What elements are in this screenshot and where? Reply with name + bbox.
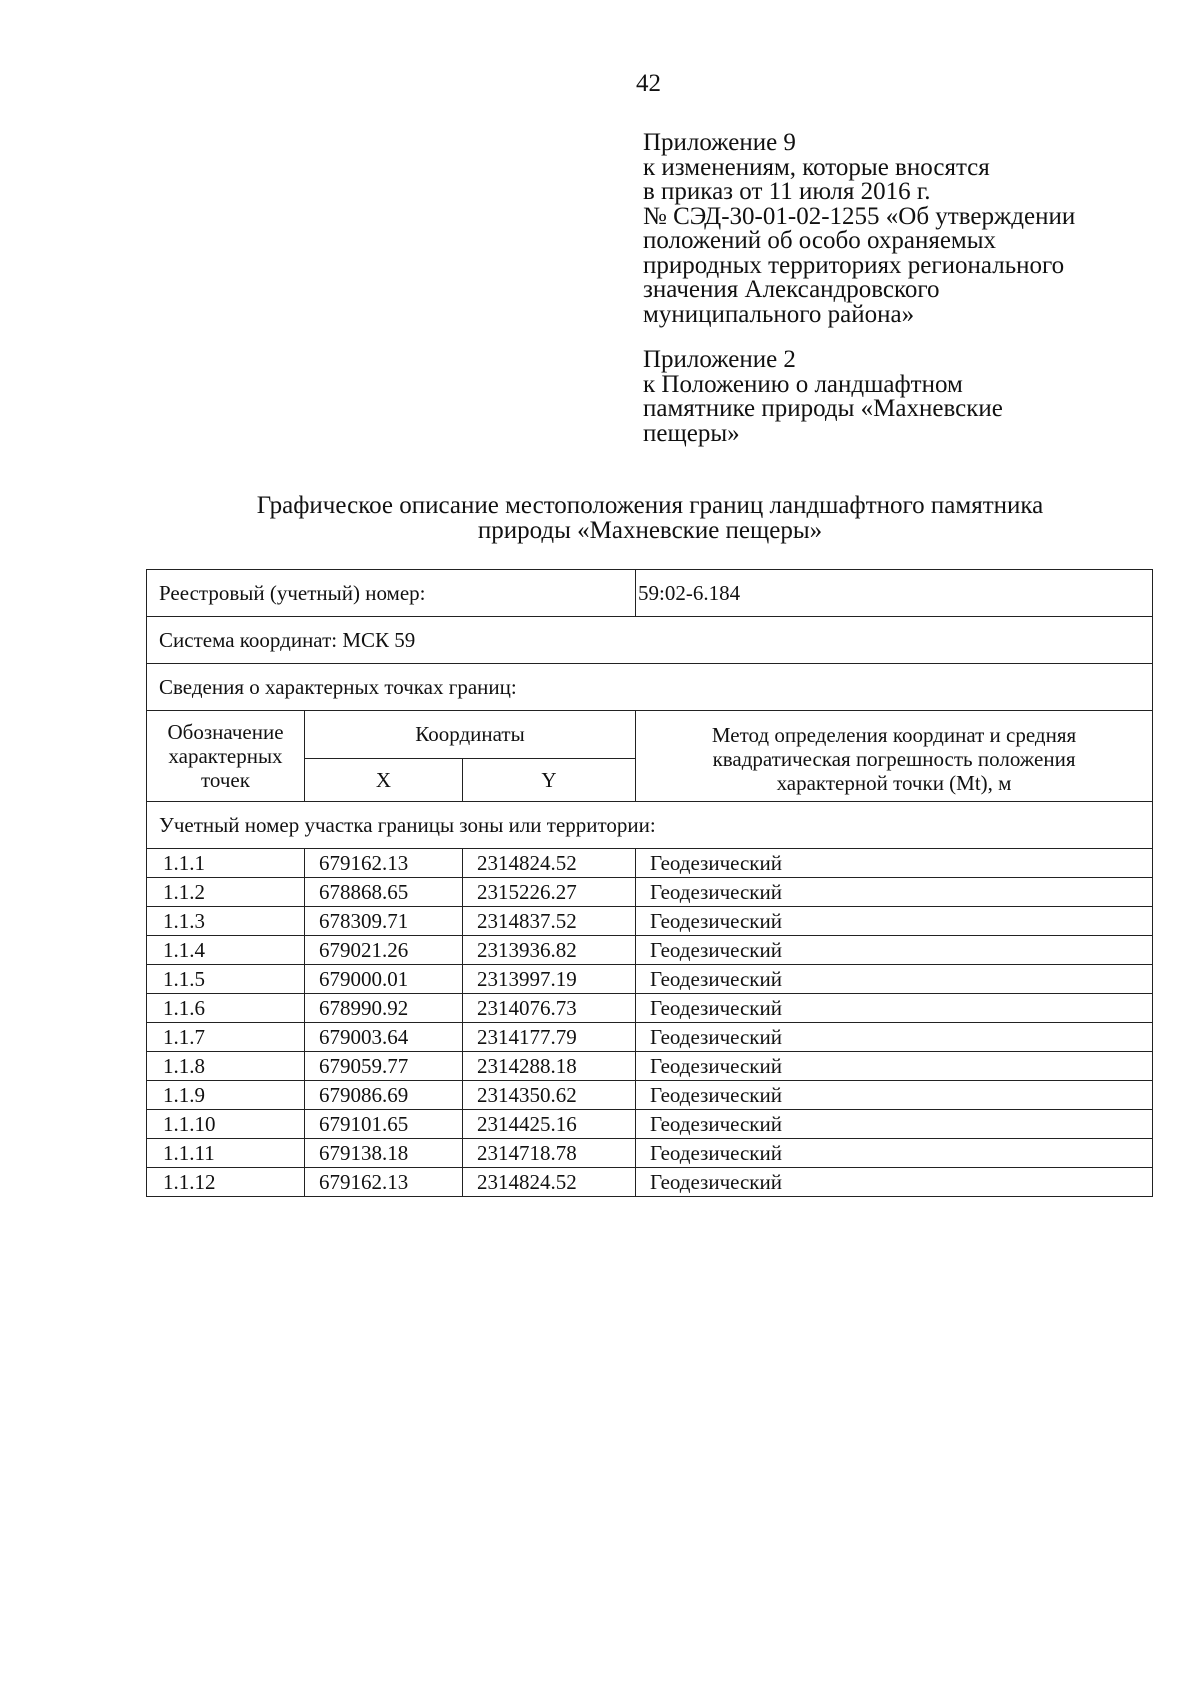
annex-2-line: пещеры» <box>643 419 740 447</box>
point-cell: 1.1.10 <box>147 1110 305 1139</box>
registry-label: Реестровый (учетный) номер: <box>147 570 636 617</box>
y-cell: 2313997.19 <box>463 965 636 994</box>
header-y: Y <box>463 759 636 802</box>
method-cell: Геодезический <box>636 1052 1153 1081</box>
header-method-line: квадратическая погрешность положения <box>712 747 1076 771</box>
point-cell: 1.1.7 <box>147 1023 305 1052</box>
coord-system: Система координат: МСК 59 <box>147 617 1153 664</box>
method-cell: Геодезический <box>636 907 1153 936</box>
y-cell: 2315226.27 <box>463 878 636 907</box>
table-row <box>147 1081 1153 1110</box>
y-cell: 2314425.16 <box>463 1110 636 1139</box>
point-cell: 1.1.5 <box>147 965 305 994</box>
method-cell: Геодезический <box>636 936 1153 965</box>
x-cell: 679000.01 <box>305 965 463 994</box>
section-label: Учетный номер участка границы зоны или территории: <box>147 802 1153 849</box>
coord-system-row <box>147 617 1153 664</box>
x-cell: 679021.26 <box>305 936 463 965</box>
method-cell: Геодезический <box>636 1081 1153 1110</box>
y-cell: 2314350.62 <box>463 1081 636 1110</box>
y-cell: 2314837.52 <box>463 907 636 936</box>
method-cell: Геодезический <box>636 994 1153 1023</box>
table-row <box>147 1139 1153 1168</box>
y-cell: 2314824.52 <box>463 849 636 878</box>
annex-9-line: к изменениям, которые вносятся <box>643 153 990 181</box>
points-info: Сведения о характерных точках границ: <box>147 664 1153 711</box>
y-cell: 2314076.73 <box>463 994 636 1023</box>
annex-9-line: значения Александровского <box>643 276 940 303</box>
title-line: Графическое описание местоположения границ ландшафтного памятника <box>256 492 1044 519</box>
header-row-1 <box>147 711 1153 759</box>
annex-9-line: Приложение 9 <box>643 129 796 156</box>
annex-9-heading <box>643 131 1188 327</box>
x-cell: 679086.69 <box>305 1081 463 1110</box>
table-row <box>147 878 1153 907</box>
table-row <box>147 849 1153 878</box>
point-cell: 1.1.4 <box>147 936 305 965</box>
table-row <box>147 936 1153 965</box>
x-cell: 679101.65 <box>305 1110 463 1139</box>
annex-9-line: положений об особо охраняемых <box>643 227 997 254</box>
table-row <box>147 965 1153 994</box>
header-method-line: Метод определения координат и средняя <box>711 723 1077 747</box>
header-method-line: характерной точки (Mt), м <box>776 771 1012 795</box>
y-cell: 2313936.82 <box>463 936 636 965</box>
method-cell: Геодезический <box>636 878 1153 907</box>
annex-2-line: памятнике природы «Махневские <box>643 395 1003 422</box>
table-row <box>147 1110 1153 1139</box>
annex-2-heading <box>643 348 1188 446</box>
table-row <box>147 907 1153 936</box>
header-point-line: точек <box>201 768 250 792</box>
page-number: 42 <box>636 70 661 97</box>
point-cell: 1.1.2 <box>147 878 305 907</box>
y-cell: 2314718.78 <box>463 1139 636 1168</box>
point-cell: 1.1.11 <box>147 1139 305 1168</box>
y-cell: 2314824.52 <box>463 1168 636 1197</box>
table-row <box>147 1052 1153 1081</box>
header-point-line: Обозначение <box>167 720 284 744</box>
method-cell: Геодезический <box>636 1023 1153 1052</box>
method-cell: Геодезический <box>636 849 1153 878</box>
annex-9-line: природных территориях регионального <box>643 251 1065 279</box>
method-cell: Геодезический <box>636 1110 1153 1139</box>
x-cell: 679138.18 <box>305 1139 463 1168</box>
title-line: природы «Махневские пещеры» <box>477 517 823 544</box>
method-cell: Геодезический <box>636 1139 1153 1168</box>
method-cell: Геодезический <box>636 1168 1153 1197</box>
y-cell: 2314288.18 <box>463 1052 636 1081</box>
x-cell: 679162.13 <box>305 849 463 878</box>
point-cell: 1.1.3 <box>147 907 305 936</box>
y-cell: 2314177.79 <box>463 1023 636 1052</box>
x-cell: 678868.65 <box>305 878 463 907</box>
header-point-label <box>147 711 305 802</box>
document-title <box>150 493 1150 543</box>
boundary-points-table <box>146 569 1153 1197</box>
table-row <box>147 1023 1153 1052</box>
x-cell: 679003.64 <box>305 1023 463 1052</box>
method-cell: Геодезический <box>636 965 1153 994</box>
table-row <box>147 994 1153 1023</box>
annex-9-line: № СЭД-30-01-02-1255 «Об утверждении <box>643 202 1076 230</box>
table-row <box>147 1168 1153 1197</box>
point-cell: 1.1.8 <box>147 1052 305 1081</box>
registry-row <box>147 570 1153 617</box>
x-cell: 678990.92 <box>305 994 463 1023</box>
points-info-row <box>147 664 1153 711</box>
annex-9-line: в приказ от 11 июля 2016 г. <box>643 178 931 205</box>
header-coordinates: Координаты <box>305 711 636 759</box>
point-cell: 1.1.9 <box>147 1081 305 1110</box>
section-row <box>147 802 1153 849</box>
header-method <box>636 711 1153 802</box>
point-cell: 1.1.6 <box>147 994 305 1023</box>
annex-2-line: Приложение 2 <box>643 346 796 373</box>
header-point-line: характерных <box>168 744 283 768</box>
header-x: X <box>305 759 463 802</box>
annex-2-line: к Положению о ландшафтном <box>643 370 963 398</box>
x-cell: 679162.13 <box>305 1168 463 1197</box>
registry-value: 59:02-6.184 <box>636 570 1153 617</box>
annex-9-line: муниципального района» <box>643 300 915 328</box>
x-cell: 678309.71 <box>305 907 463 936</box>
point-cell: 1.1.12 <box>147 1168 305 1197</box>
x-cell: 679059.77 <box>305 1052 463 1081</box>
point-cell: 1.1.1 <box>147 849 305 878</box>
